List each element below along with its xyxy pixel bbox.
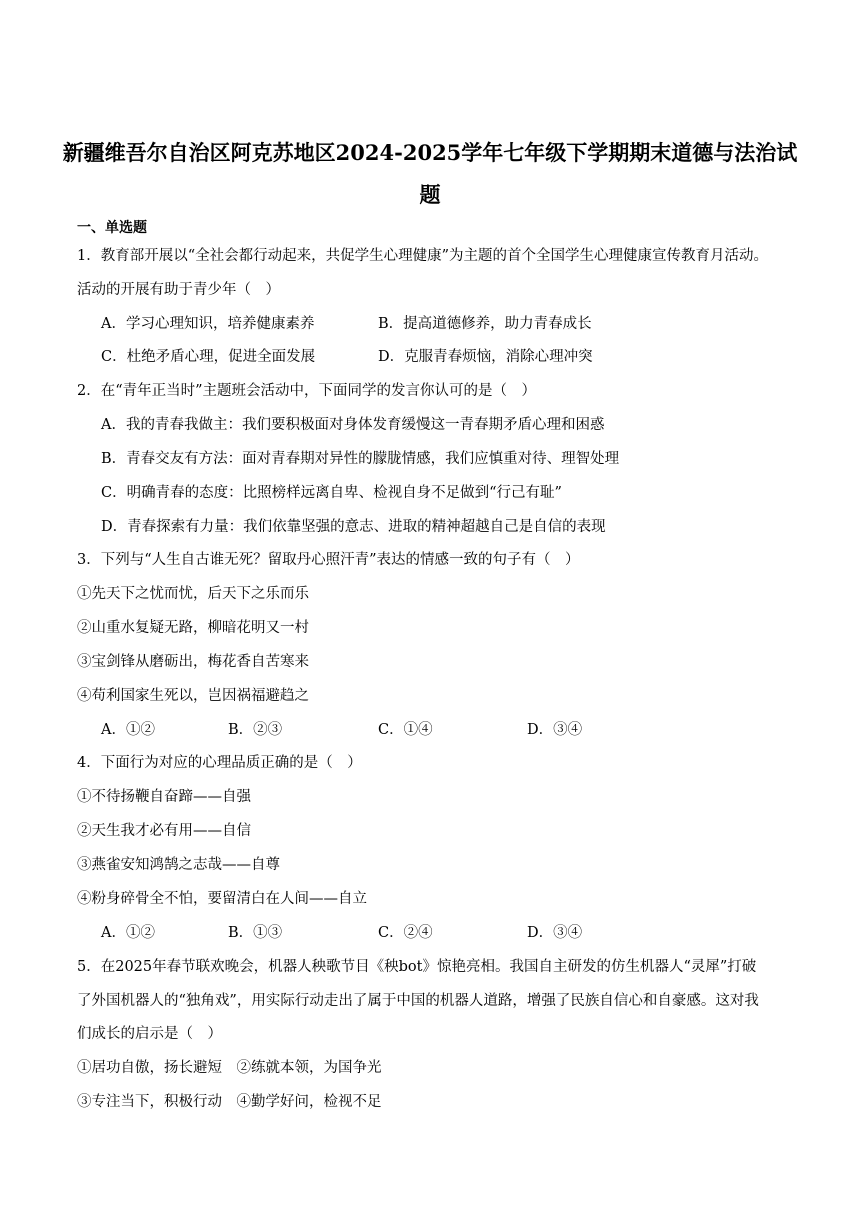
q2-option-d: D．青春探索有力量：我们依靠坚强的意志、进取的精神超越自己是自信的表现	[101, 519, 606, 535]
q4-option-d: D．③④	[527, 925, 583, 941]
q2-option-b: B．青春交友有方法：面对青春期对异性的朦胧情感，我们应慎重对待、理智处理	[101, 451, 620, 467]
q2-option-c: C．明确青春的态度：比照榜样远离自卑、检视自身不足做到“行己有耻”	[101, 485, 562, 501]
q3-option-c: C．①④	[378, 722, 433, 738]
q5-statements-3-4: ③专注当下，积极行动 ④勤学好问，检视不足	[77, 1094, 382, 1110]
q5-stem-line1: 5．在2025年春节联欢晚会，机器人秧歌节目《秧bot》惊艳亮相。我国自主研发的仿生机器人“灵犀”打破	[77, 959, 757, 975]
q1-option-a: A．学习心理知识，培养健康素养	[101, 316, 315, 332]
q4-option-c: C．②④	[378, 925, 433, 941]
q4-statement-4: ④粉身碎骨全不怕，要留清白在人间——自立	[77, 891, 367, 907]
q3-option-a: A．①②	[101, 722, 155, 738]
q1-stem-line1: 1．教育部开展以“全社会都行动起来，共促学生心理健康”为主题的首个全国学生心理健康宣传教育月活动。	[77, 248, 769, 264]
q3-statement-4: ④苟利国家生死以，岂因祸福避趋之	[77, 688, 309, 704]
q3-option-d: D．③④	[527, 722, 583, 738]
section-heading: 一、单选题	[77, 220, 147, 236]
page-title: 新疆维吾尔自治区阿克苏地区2024-2025学年七年级下学期期末道德与法治试题	[62, 140, 798, 207]
q4-statement-2: ②天生我才必有用——自信	[77, 823, 251, 839]
q5-stem-line2: 了外国机器人的“独角戏”，用实际行动走出了属于中国的机器人道路，增强了民族自信心和自豪感。这对我	[77, 993, 759, 1009]
q4-statement-1: ①不待扬鞭自奋蹄——自强	[77, 789, 251, 805]
q4-statement-3: ③燕雀安知鸿鹄之志哉——自尊	[77, 857, 280, 873]
q5-statements-1-2: ①居功自傲，扬长避短 ②练就本领，为国争光	[77, 1060, 382, 1076]
q3-option-b: B．②③	[228, 722, 283, 738]
q5-stem-line3: 们成长的启示是（ ）	[77, 1026, 222, 1042]
q3-statement-3: ③宝剑锋从磨砺出，梅花香自苦寒来	[77, 654, 309, 670]
q4-option-a: A．①②	[101, 925, 155, 941]
q2-option-a: A．我的青春我做主：我们要积极面对身体发育缓慢这一青春期矛盾心理和困惑	[101, 417, 605, 433]
q3-stem: 3．下列与“人生自古谁无死？留取丹心照汗青”表达的情感一致的句子有（ ）	[77, 552, 580, 568]
q1-option-c: C．杜绝矛盾心理，促进全面发展	[101, 349, 316, 365]
q4-option-b: B．①③	[228, 925, 283, 941]
q3-statement-1: ①先天下之忧而忧，后天下之乐而乐	[77, 586, 309, 602]
q1-stem-line2: 活动的开展有助于青少年（ ）	[77, 282, 280, 298]
q1-option-d: D．克服青春烦恼，消除心理冲突	[378, 349, 593, 365]
q1-option-b: B．提高道德修养，助力青春成长	[378, 316, 592, 332]
q4-stem: 4．下面行为对应的心理品质正确的是（ ）	[77, 755, 362, 771]
q2-stem: 2．在“青年正当时”主题班会活动中，下面同学的发言你认可的是（ ）	[77, 383, 537, 399]
q3-statement-2: ②山重水复疑无路，柳暗花明又一村	[77, 620, 309, 636]
